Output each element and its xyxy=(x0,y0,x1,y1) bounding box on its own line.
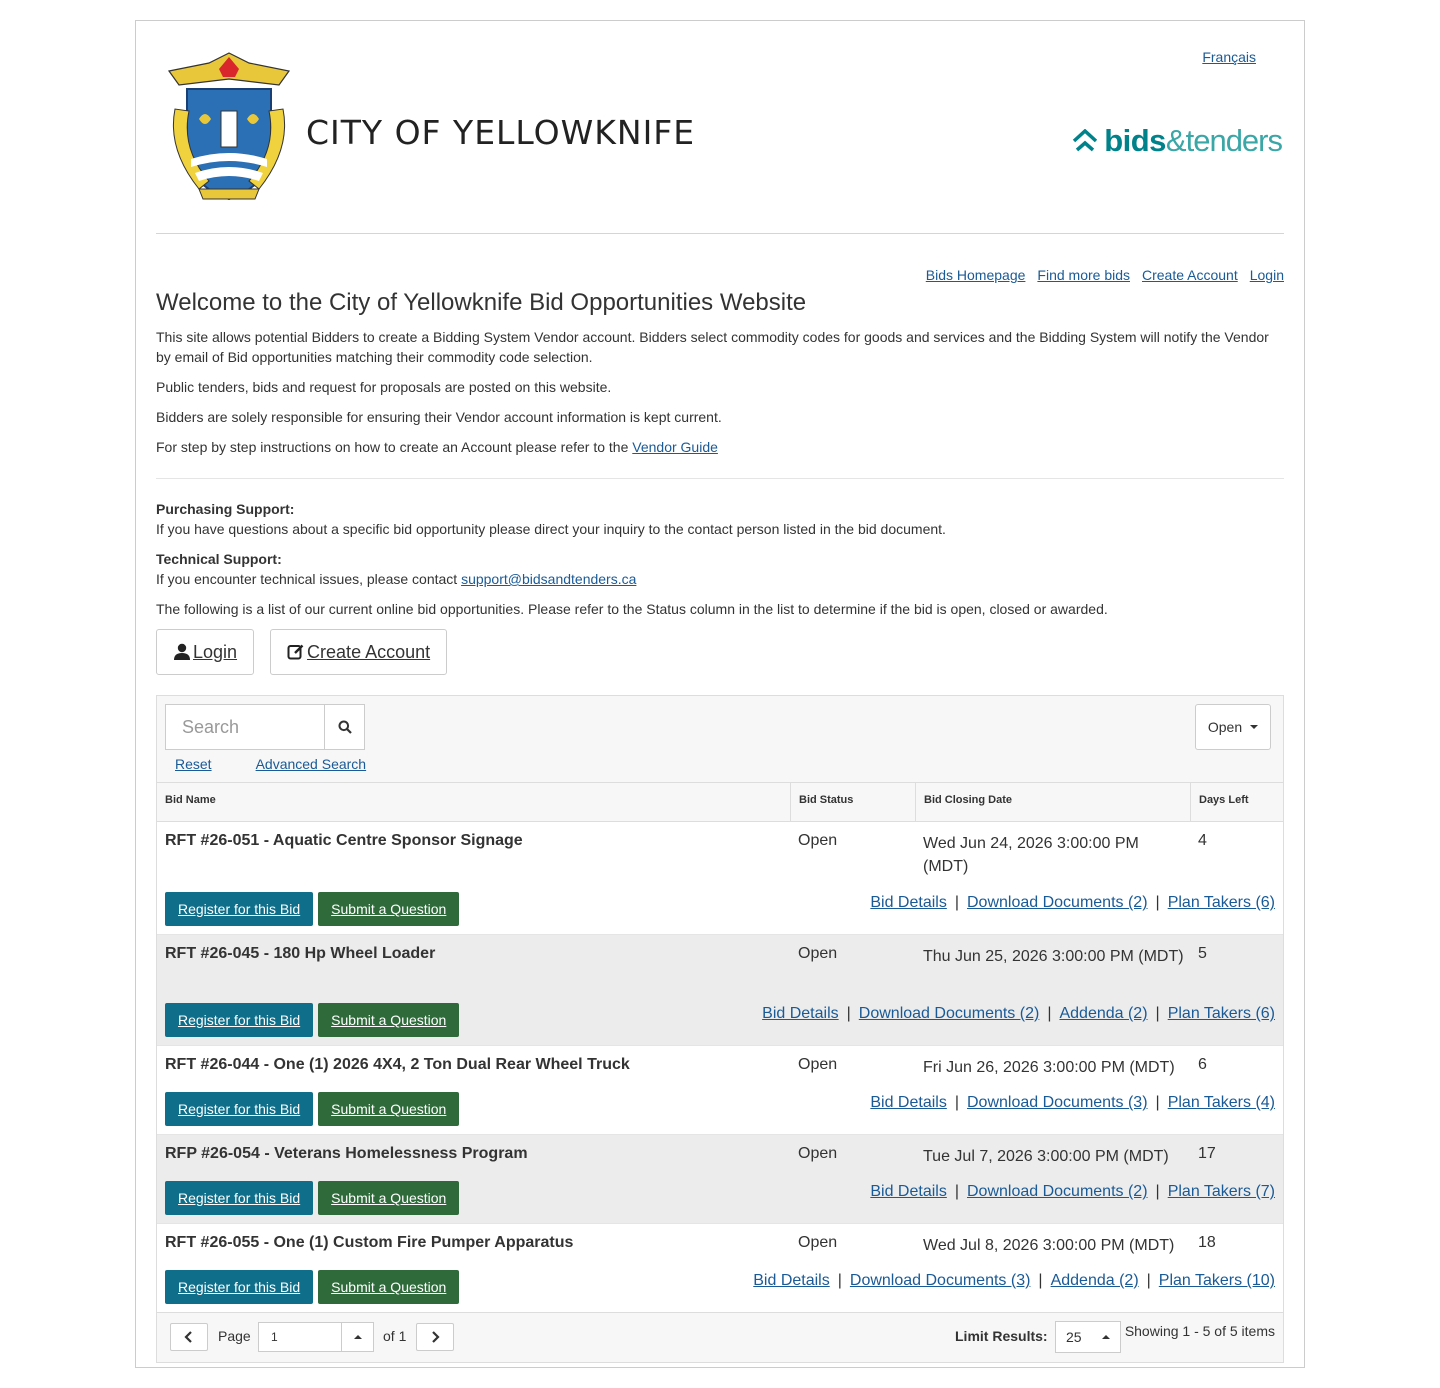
intro-paragraph: This site allows potential Bidders to create a Bidding System Vendor account. Bidders select commodity codes for goods and services and the Bidding System will notify the Vendor by email of Bid opportunities matching their commodity code selection. xyxy=(156,329,1269,365)
next-page-button[interactable] xyxy=(416,1323,454,1351)
plan-takers-link[interactable]: Plan Takers (7) xyxy=(1167,1183,1275,1200)
intro-paragraph: For step by step instructions on how to create an Account please refer to the Vendor Guide xyxy=(156,439,718,455)
register-bid-button[interactable]: Register for this Bid xyxy=(165,1270,313,1304)
download-documents-link[interactable]: Download Documents (2) xyxy=(967,894,1148,911)
page-number-value: 1 xyxy=(271,1330,278,1344)
city-title: CITY OF YELLOWKNIFE xyxy=(306,113,696,152)
bid-details-link[interactable]: Bid Details xyxy=(762,1005,839,1022)
technical-support-label: Technical Support: xyxy=(156,551,282,567)
results-count: Showing 1 - 5 of 5 items xyxy=(1124,1323,1275,1339)
table-row xyxy=(157,1224,1283,1313)
search-box xyxy=(165,704,365,750)
search-input[interactable] xyxy=(166,705,324,749)
support-info: Purchasing Support: If you have questions about a specific bid opportunity please direct your inquiry to the contact person listed in the bid document. Technical Support: If you encounter technical issues, please contact support@bidsandtenders.ca The following is a list of our current online bid opportunities. Please refer to the Status column in the list to determine if the bid is open, closed or awarded. xyxy=(156,499,1284,629)
row-links: Bid Details | Download Documents (3) | Addenda (2) | Plan Takers (10) xyxy=(753,1272,1275,1289)
bid-name: RFT #26-051 - Aquatic Centre Sponsor Signage xyxy=(165,832,523,849)
page-content xyxy=(156,21,1284,1345)
row-actions xyxy=(165,1092,459,1126)
row-links: Bid Details | Download Documents (3) | Plan Takers (4) xyxy=(870,1094,1275,1111)
bid-closing-date: Wed Jul 8, 2026 3:00:00 PM (MDT) xyxy=(923,1237,1175,1254)
bid-details-link[interactable]: Bid Details xyxy=(870,894,947,911)
row-actions xyxy=(165,1270,459,1304)
addenda-link[interactable]: Addenda (2) xyxy=(1059,1005,1148,1022)
bid-details-link[interactable]: Bid Details xyxy=(753,1272,830,1289)
bid-status: Open xyxy=(798,945,838,962)
plan-takers-link[interactable]: Plan Takers (6) xyxy=(1167,1005,1275,1022)
bid-name: RFP #26-054 - Veterans Homelessness Program xyxy=(165,1145,528,1162)
limit-results-dropdown[interactable]: 25 xyxy=(1055,1321,1121,1353)
status-filter-dropdown[interactable]: Open xyxy=(1195,704,1271,750)
row-actions xyxy=(165,1181,459,1215)
bid-details-link[interactable]: Bid Details xyxy=(870,1094,947,1111)
bids-grid xyxy=(156,695,1284,1363)
bid-details-link[interactable]: Bid Details xyxy=(870,1183,947,1200)
search-button[interactable] xyxy=(324,705,364,749)
intro-paragraph: Bidders are solely responsible for ensuring their Vendor account information is kept current. xyxy=(156,409,722,425)
caret-up-icon xyxy=(1102,1335,1110,1339)
top-nav-links xyxy=(926,267,1284,283)
bid-closing-date: Thu Jun 25, 2026 3:00:00 PM (MDT) xyxy=(923,948,1184,965)
register-bid-button[interactable]: Register for this Bid xyxy=(165,1181,313,1215)
brand-bids-text: bids xyxy=(1104,123,1166,158)
days-left: 5 xyxy=(1198,945,1207,962)
days-left: 4 xyxy=(1198,832,1207,849)
previous-page-button[interactable] xyxy=(170,1323,208,1351)
row-links: Bid Details | Download Documents (2) | Plan Takers (6) xyxy=(870,894,1275,911)
vendor-guide-link[interactable]: Vendor Guide xyxy=(632,439,718,455)
download-documents-link[interactable]: Download Documents (3) xyxy=(967,1094,1148,1111)
bids-homepage-link[interactable]: Bids Homepage xyxy=(925,267,1026,283)
row-actions xyxy=(165,892,459,926)
table-header xyxy=(157,783,1283,822)
limit-results-label: Limit Results: xyxy=(955,1328,1048,1344)
row-links: Bid Details | Download Documents (2) | Plan Takers (7) xyxy=(870,1183,1275,1200)
city-crest-icon xyxy=(159,49,299,204)
advanced-search-link[interactable]: Advanced Search xyxy=(255,756,367,772)
submit-question-button[interactable]: Submit a Question xyxy=(318,1003,459,1037)
login-link[interactable]: Login xyxy=(1249,267,1284,283)
plan-takers-link[interactable]: Plan Takers (4) xyxy=(1167,1094,1275,1111)
submit-question-button[interactable]: Submit a Question xyxy=(318,1092,459,1126)
bid-status: Open xyxy=(798,1145,838,1162)
column-header-closing-date[interactable]: Bid Closing Date xyxy=(915,783,1190,822)
page-count: of 1 xyxy=(383,1328,407,1344)
page-label: Page xyxy=(218,1328,251,1344)
search-links xyxy=(175,756,366,772)
bid-status: Open xyxy=(798,1234,838,1251)
chevron-right-icon xyxy=(430,1331,440,1343)
register-bid-button[interactable]: Register for this Bid xyxy=(165,1003,313,1037)
bid-name: RFT #26-045 - 180 Hp Wheel Loader xyxy=(165,945,436,962)
purchasing-support-text: If you have questions about a specific bid opportunity please direct your inquiry to the contact person listed in the bid document. xyxy=(156,521,946,537)
register-bid-button[interactable]: Register for this Bid xyxy=(165,1092,313,1126)
bid-closing-date: Fri Jun 26, 2026 3:00:00 PM (MDT) xyxy=(923,1059,1175,1076)
login-button[interactable]: Login xyxy=(156,629,254,675)
table-row xyxy=(157,1135,1283,1224)
bid-closing-date: Wed Jun 24, 2026 3:00:00 PM (MDT) xyxy=(923,835,1139,875)
column-header-bid-status[interactable]: Bid Status xyxy=(790,783,915,822)
table-row xyxy=(157,1046,1283,1135)
create-account-link[interactable]: Create Account xyxy=(1142,267,1238,283)
download-documents-link[interactable]: Download Documents (2) xyxy=(858,1005,1040,1022)
grid-toolbar xyxy=(157,696,1283,783)
bid-name: RFT #26-055 - One (1) Custom Fire Pumper Apparatus xyxy=(165,1234,574,1251)
bid-status: Open xyxy=(798,1056,838,1073)
caret-up-icon xyxy=(354,1335,362,1339)
register-bid-button[interactable]: Register for this Bid xyxy=(165,892,313,926)
page-spinner-button[interactable] xyxy=(341,1323,373,1351)
find-more-bids-link[interactable]: Find more bids xyxy=(1037,267,1130,283)
days-left: 6 xyxy=(1198,1056,1207,1073)
days-left: 17 xyxy=(1198,1145,1216,1162)
page-number-input[interactable] xyxy=(258,1322,374,1352)
download-documents-link[interactable]: Download Documents (2) xyxy=(967,1183,1148,1200)
table-row xyxy=(157,822,1283,935)
days-left: 18 xyxy=(1198,1234,1216,1251)
edit-icon xyxy=(287,643,305,661)
pagination-bar xyxy=(157,1312,1283,1362)
page-frame xyxy=(135,20,1305,1368)
support-email-link[interactable]: support@bidsandtenders.ca xyxy=(461,571,637,587)
bid-name: RFT #26-044 - One (1) 2026 4X4, 2 Ton Dual Rear Wheel Truck xyxy=(165,1056,630,1073)
row-actions xyxy=(165,1003,459,1037)
plan-takers-link[interactable]: Plan Takers (6) xyxy=(1167,894,1275,911)
chevron-up-double-icon xyxy=(1072,129,1098,153)
download-documents-link[interactable]: Download Documents (3) xyxy=(849,1272,1031,1289)
create-account-button[interactable]: Create Account xyxy=(270,629,447,675)
purchasing-support-label: Purchasing Support: xyxy=(156,501,295,517)
search-icon xyxy=(338,720,352,734)
language-toggle-link[interactable]: Français xyxy=(1202,49,1256,65)
chevron-left-icon xyxy=(184,1331,194,1343)
list-note: The following is a list of our current online bid opportunities. Please refer to the Status column in the list to determine if the bid is open, closed or awarded. xyxy=(156,601,1108,617)
submit-question-button[interactable]: Submit a Question xyxy=(318,1270,459,1304)
bids-and-tenders-logo xyxy=(1072,123,1282,159)
addenda-link[interactable]: Addenda (2) xyxy=(1050,1272,1139,1289)
user-icon xyxy=(173,643,191,661)
column-header-bid-name[interactable]: Bid Name xyxy=(165,794,216,806)
submit-question-button[interactable]: Submit a Question xyxy=(318,1181,459,1215)
intro-text xyxy=(156,327,1284,467)
reset-link[interactable]: Reset xyxy=(175,756,212,772)
row-links: Bid Details | Download Documents (2) | Addenda (2) | Plan Takers (6) xyxy=(762,1005,1275,1022)
submit-question-button[interactable]: Submit a Question xyxy=(318,892,459,926)
caret-down-icon xyxy=(1250,725,1258,729)
divider xyxy=(156,478,1284,479)
site-header xyxy=(156,21,1284,234)
column-header-days-left[interactable]: Days Left xyxy=(1190,783,1283,822)
table-row xyxy=(157,935,1283,1046)
page-title: Welcome to the City of Yellowknife Bid Opportunities Website xyxy=(156,289,807,316)
bid-status: Open xyxy=(798,832,838,849)
brand-tenders-text: &tenders xyxy=(1165,123,1282,158)
intro-paragraph: Public tenders, bids and request for proposals are posted on this website. xyxy=(156,379,612,395)
account-buttons xyxy=(156,629,447,675)
plan-takers-link[interactable]: Plan Takers (10) xyxy=(1158,1272,1275,1289)
bid-closing-date: Tue Jul 7, 2026 3:00:00 PM (MDT) xyxy=(923,1148,1169,1165)
